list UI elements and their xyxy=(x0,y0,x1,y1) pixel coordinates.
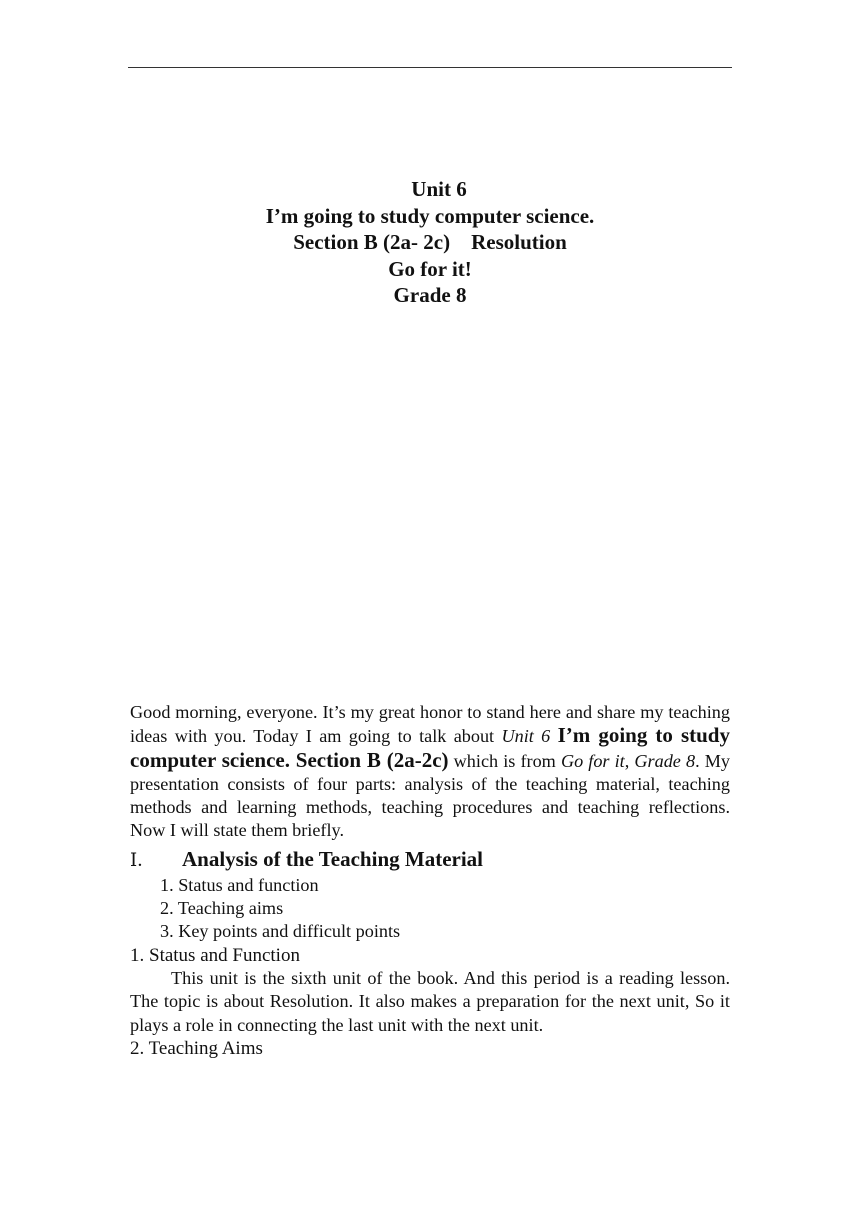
intro-book-italic: Go for it xyxy=(560,750,625,771)
status-heading: 1. Status and Function xyxy=(130,944,300,966)
outline-item: 1. Status and function xyxy=(160,874,319,895)
unit-title: Unit 6 xyxy=(411,177,467,201)
document-body xyxy=(130,701,730,1060)
lesson-title: I’m going to study computer science. xyxy=(265,203,595,228)
intro-text-2: which is from xyxy=(448,750,561,771)
grade-title: Grade 8 xyxy=(393,283,467,307)
intro-grade-italic: Grade 8 xyxy=(634,750,696,771)
intro-text-1: Good morning, everyone. It’s my great honor to stand here and share my teaching ideas with you. Today I am going to talk about xyxy=(130,702,730,747)
status-paragraph: This unit is the sixth unit of the book. And this period is a reading lesson. The topic is about Resolution. It also makes a preparation for the next unit, So it plays a role in connecting the last unit with the next unit. xyxy=(130,967,730,1035)
section-outline xyxy=(130,874,730,944)
intro-comma: , xyxy=(624,750,635,771)
intro-title-bold: I’m going to study computer science. Section B (2a-2c) xyxy=(130,723,730,772)
book-title: Go for it! xyxy=(388,256,472,281)
outline-item: 2. Teaching aims xyxy=(160,898,284,919)
intro-unit-italic: Unit 6 xyxy=(501,726,551,747)
section-title: Section B (2a- 2c) Resolution xyxy=(293,230,567,254)
title-block xyxy=(0,176,860,309)
outline-item: 3. Key points and difficult points xyxy=(160,921,401,942)
header-rule xyxy=(128,67,732,68)
section-title: Analysis of the Teaching Material xyxy=(182,846,484,871)
intro-paragraph xyxy=(130,701,730,843)
section-number: Ⅰ． xyxy=(130,849,156,870)
intro-text-3: . My presentation consists of four parts: analysis of the teaching material, teaching methods and learning methods, teaching procedures and teaching reflections. Now I will state them briefly. xyxy=(130,750,731,841)
aims-heading: 2. Teaching Aims xyxy=(130,1037,263,1059)
section-heading xyxy=(130,845,730,874)
